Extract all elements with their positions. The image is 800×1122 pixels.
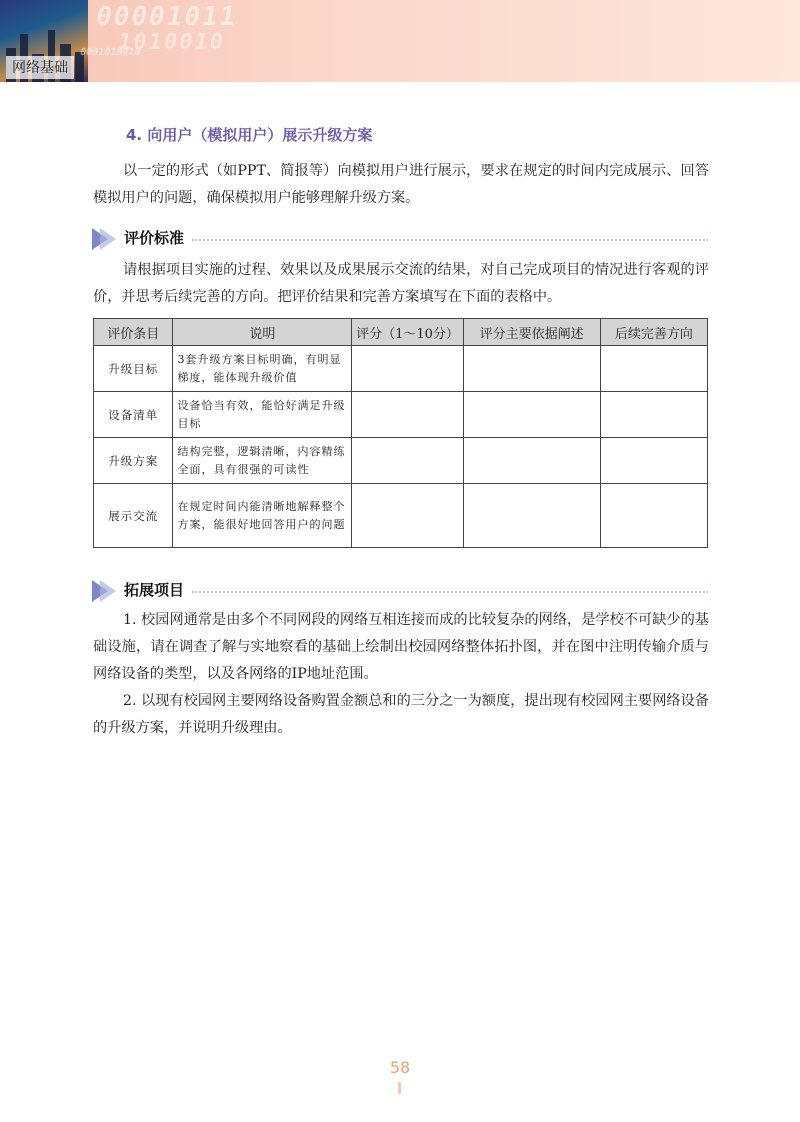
column-header: 评分（1～10分）: [352, 319, 463, 346]
binary-decoration: 1010010: [115, 30, 228, 55]
dotted-divider: [192, 591, 708, 593]
table-cell-item: 展示交流: [94, 484, 173, 548]
table-cell-description: 在规定时间内能清晰地解释整个方案，能很好地回答用户的问题: [173, 484, 352, 548]
table-row: [94, 346, 708, 392]
improvement-cell[interactable]: [600, 438, 707, 484]
binary-decoration: 0001010010: [79, 47, 142, 58]
basis-cell[interactable]: [463, 392, 600, 438]
header-band: [0, 0, 800, 82]
extension-item-2: 2. 以现有校园网主要网络设备购置金额总和的三分之一为额度，提出现有校园网主要网络设备的升级方案，并说明升级理由。: [93, 693, 709, 736]
score-cell[interactable]: [352, 346, 463, 392]
page-number: 58: [389, 1058, 411, 1077]
table-row: [94, 484, 708, 548]
page-number-tick: [398, 1082, 401, 1094]
score-cell[interactable]: [352, 484, 463, 548]
improvement-cell[interactable]: [600, 392, 707, 438]
table-row: [94, 438, 708, 484]
basis-cell[interactable]: [463, 346, 600, 392]
table-row: [94, 392, 708, 438]
extension-heading-label: 拓展项目: [124, 581, 185, 599]
dotted-divider: [192, 239, 708, 241]
table-header-row: [94, 319, 708, 346]
column-header: 说明: [173, 319, 352, 346]
column-header: 评价条目: [94, 319, 173, 346]
evaluation-heading: [92, 226, 708, 252]
table-cell-item: 升级方案: [94, 438, 173, 484]
evaluation-table: [93, 318, 708, 548]
triangle-marker-icon: [100, 580, 116, 602]
table-cell-description: 3套升级方案目标明确，有明显梯度，能体现升级价值: [173, 346, 352, 392]
column-header: 评分主要依据阐述: [463, 319, 600, 346]
table-cell-item: 升级目标: [94, 346, 173, 392]
section-heading: 4. 向用户（模拟用户）展示升级方案: [126, 126, 373, 144]
table-cell-description: 设备恰当有效，能恰好满足升级目标: [173, 392, 352, 438]
score-cell[interactable]: [352, 438, 463, 484]
extension-heading: [92, 578, 708, 604]
triangle-marker-icon: [100, 228, 116, 250]
evaluation-heading-label: 评价标准: [124, 229, 185, 247]
table-cell-item: 设备清单: [94, 392, 173, 438]
evaluation-paragraph: 请根据项目实施的过程、效果以及成果展示交流的结果，对自己完成项目的情况进行客观的评价，并思考后续完善的方向。把评价结果和完善方案填写在下面的表格中。: [93, 262, 709, 305]
section-paragraph: 以一定的形式（如PPT、简报等）向模拟用户进行展示，要求在规定的时间内完成展示、回答模拟用户的问题，确保模拟用户能够理解升级方案。: [93, 163, 709, 206]
basis-cell[interactable]: [463, 438, 600, 484]
column-header: 后续完善方向: [600, 319, 707, 346]
basis-cell[interactable]: [463, 484, 600, 548]
improvement-cell[interactable]: [600, 346, 707, 392]
table-cell-description: 结构完整，逻辑清晰，内容精练全面，具有很强的可读性: [173, 438, 352, 484]
score-cell[interactable]: [352, 392, 463, 438]
binary-decoration: 00001011: [93, 2, 240, 32]
extension-item-1: 1. 校园网通常是由多个不同网段的网络互相连接而成的比较复杂的网络，是学校不可缺少的基础设施，请在调查了解与实地察看的基础上绘制出校园网络整体拓扑图，并在图中注明传输介质与网络设备的类型，以及各网络的IP地址范围。: [93, 612, 709, 682]
improvement-cell[interactable]: [600, 484, 707, 548]
running-header-title: 网络基础: [6, 56, 74, 79]
